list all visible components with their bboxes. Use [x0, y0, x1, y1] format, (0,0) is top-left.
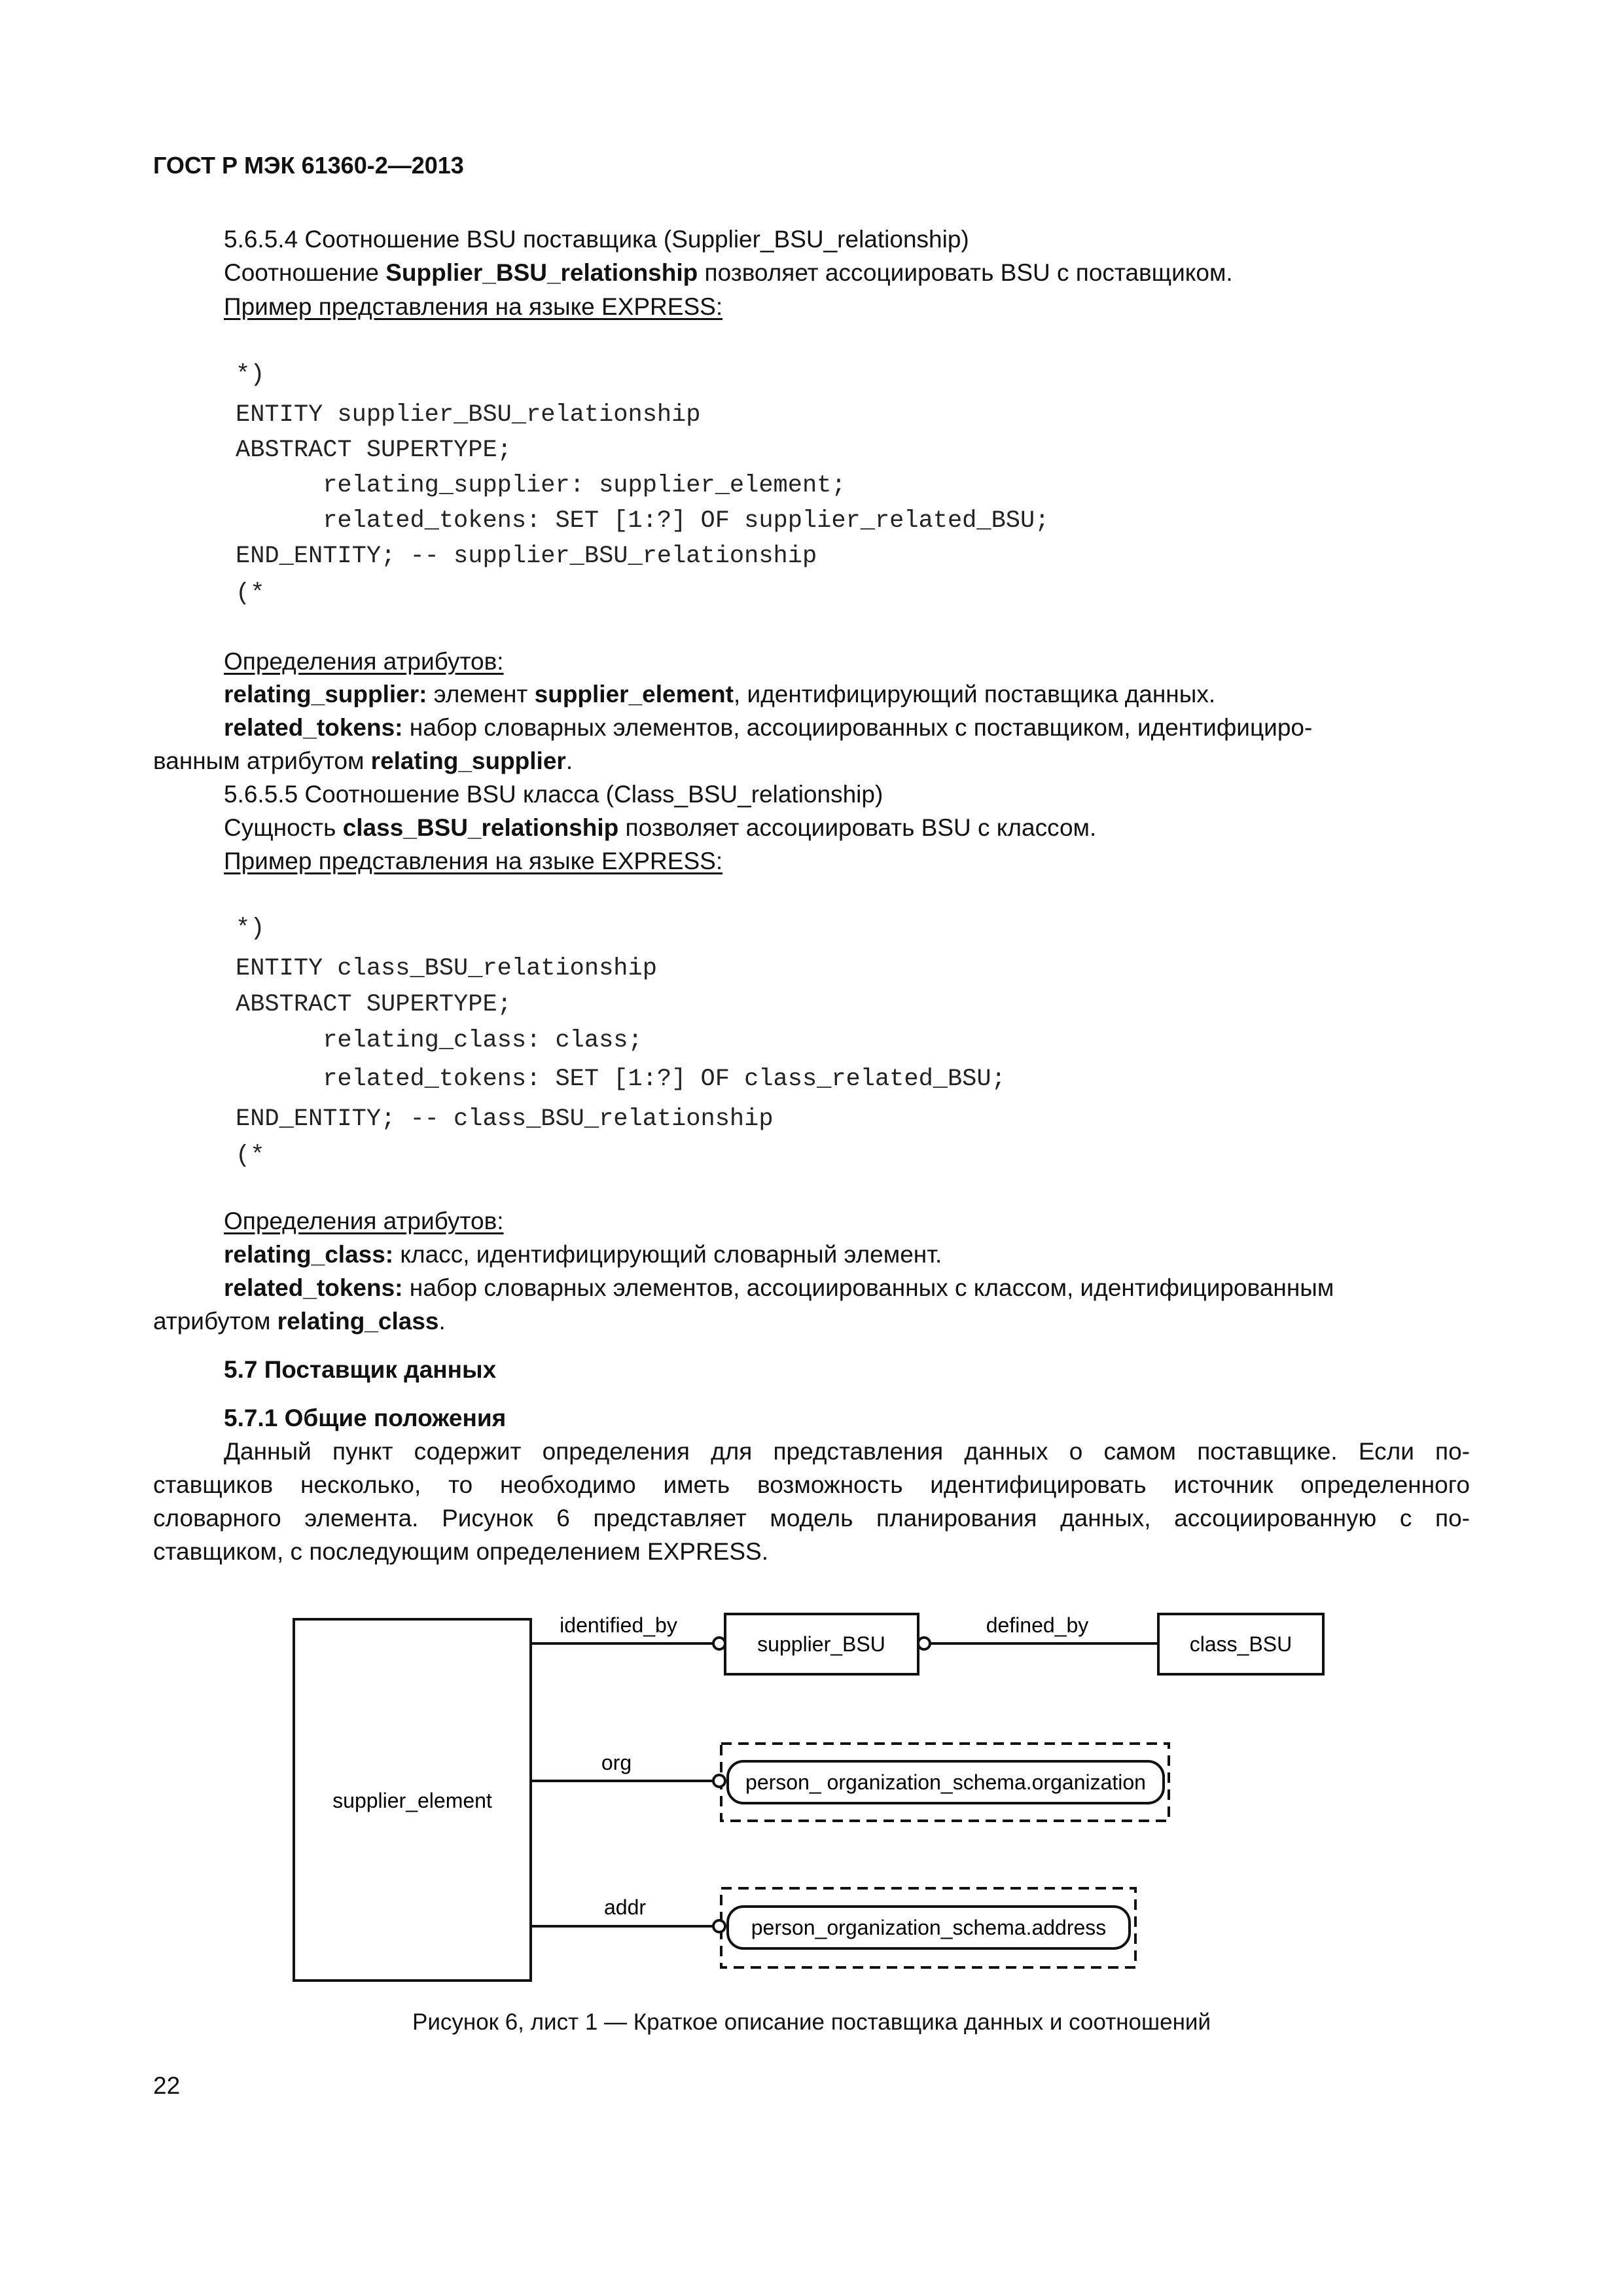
express-code-line: (* — [236, 1142, 265, 1170]
desc-text: позволяет ассоциировать BSU с поставщиком. — [698, 259, 1233, 286]
desc-text: позволяет ассоциировать BSU с классом. — [618, 814, 1097, 841]
paragraph-line: ставщиком, с последующим определением EXPRESS. — [153, 1538, 768, 1565]
entity-label-organization: person_ organization_schema.organization — [745, 1770, 1146, 1794]
express-code-line: END_ENTITY; -- class_BSU_relationship — [236, 1105, 774, 1133]
attr-bold-term: relating_class — [277, 1308, 439, 1335]
desc-bold-term: Supplier_BSU_relationship — [385, 259, 698, 286]
relationship-end-circle — [713, 1775, 725, 1787]
express-code-line: ABSTRACT SUPERTYPE; — [236, 437, 512, 464]
attr-name: relating_supplier: — [224, 681, 427, 708]
attr-text: набор словарных элементов, ассоциированных с поставщиком, идентифициро- — [402, 714, 1313, 741]
desc-text: Сущность — [224, 814, 343, 841]
express-code-line: ABSTRACT SUPERTYPE; — [236, 991, 512, 1018]
express-code-line: *) — [236, 361, 265, 389]
section-5654-example-label: Пример представления на языке EXPRESS: — [224, 293, 723, 320]
express-code-line: *) — [236, 915, 265, 942]
relationship-label-org: org — [601, 1751, 632, 1774]
attr-name: related_tokens: — [224, 714, 403, 741]
relationship-end-circle — [918, 1638, 930, 1649]
attr-text: набор словарных элементов, ассоциированных с классом, идентифицированным — [402, 1274, 1334, 1301]
section-5654-attr-label: Определения атрибутов: — [224, 648, 504, 675]
document-header: ГОСТ Р МЭК 61360-2—2013 — [153, 152, 464, 179]
express-code-line: ENTITY supplier_BSU_relationship — [236, 401, 701, 429]
paragraph-line: ставщиков несколько, то необходимо иметь возможность идентифицировать источник определенного — [153, 1471, 1470, 1498]
entity-label-address: person_organization_schema.address — [751, 1916, 1107, 1939]
paragraph-line: Данный пункт содержит определения для представления данных о самом поставщике. Если по- — [224, 1438, 1470, 1465]
section-57-title: 5.7 Поставщик данных — [224, 1356, 497, 1383]
attr-text: атрибутом — [153, 1308, 277, 1335]
express-code-line: relating_class: class; — [236, 1027, 643, 1054]
attr-text: элемент — [427, 681, 535, 708]
attr-name: relating_class: — [224, 1241, 394, 1268]
express-code-line: relating_supplier: supplier_element; — [236, 472, 846, 499]
attr-text: . — [565, 747, 573, 774]
entity-label-supplier-bsu: supplier_BSU — [757, 1632, 885, 1656]
attr-bold-term: relating_supplier — [370, 747, 566, 774]
section-5654-title: 5.6.5.4 Соотношение BSU поставщика (Supplier_BSU_relationship) — [224, 226, 969, 253]
relationship-end-circle — [713, 1920, 725, 1932]
express-code-line: (* — [236, 580, 265, 607]
express-code-line: related_tokens: SET [1:?] OF supplier_related_BSU; — [236, 507, 1050, 535]
express-code-line: ENTITY class_BSU_relationship — [236, 955, 657, 982]
desc-text: Соотношение — [224, 259, 386, 286]
relationship-label-defined-by: defined_by — [986, 1613, 1089, 1637]
express-code-line: related_tokens: SET [1:?] OF class_related_BSU; — [236, 1066, 1006, 1093]
relationship-end-circle — [713, 1638, 725, 1649]
attr-bold-term: supplier_element — [534, 681, 734, 708]
attr-text: класс, идентифицирующий словарный элемент. — [393, 1241, 942, 1268]
section-5655-title: 5.6.5.5 Соотношение BSU класса (Class_BSU_relationship) — [224, 781, 883, 808]
attr-text: . — [438, 1308, 446, 1335]
entity-label-supplier-element: supplier_element — [332, 1789, 492, 1812]
figure-caption: Рисунок 6, лист 1 — Краткое описание поставщика данных и соотношений — [412, 2009, 1211, 2035]
relationship-label-addr: addr — [603, 1895, 647, 1919]
section-571-title: 5.7.1 Общие положения — [224, 1405, 507, 1431]
relationship-label-identified-by: identified_by — [560, 1613, 677, 1637]
section-5655-example-label: Пример представления на языке EXPRESS: — [224, 848, 723, 874]
paragraph-line: словарного элемента. Рисунок 6 представляет модель планирования данных, ассоциированную с по- — [153, 1505, 1470, 1532]
section-5655-attr-label: Определения атрибутов: — [224, 1208, 504, 1234]
entity-label-class-bsu: class_BSU — [1189, 1632, 1293, 1656]
attr-text: , идентифицирующий поставщика данных. — [733, 681, 1216, 708]
attr-name: related_tokens: — [224, 1274, 403, 1301]
desc-bold-term: class_BSU_relationship — [342, 814, 619, 841]
attr-text: ванным атрибутом — [153, 747, 371, 774]
express-code-line: END_ENTITY; -- supplier_BSU_relationship — [236, 543, 817, 570]
page-number: 22 — [153, 2072, 181, 2099]
